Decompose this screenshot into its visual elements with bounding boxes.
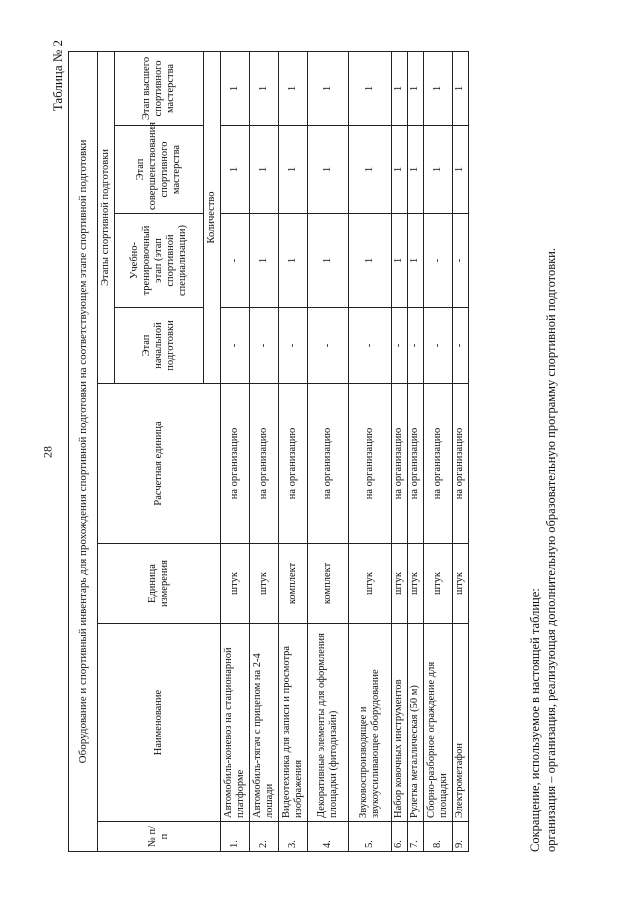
- row-num: 1.: [221, 822, 250, 852]
- row-calc-unit: на организацию: [279, 384, 308, 544]
- row-improvement: 1: [221, 126, 250, 214]
- row-highest: 1: [221, 51, 250, 125]
- table-row: [408, 51, 424, 851]
- row-training: 1: [392, 214, 408, 308]
- row-improvement: 1: [279, 126, 308, 214]
- row-training: -: [221, 214, 250, 308]
- page-number: 28: [40, 446, 55, 458]
- row-improvement: 1: [453, 126, 469, 214]
- row-highest: 1: [308, 51, 349, 125]
- row-calc-unit: на организацию: [392, 384, 408, 544]
- row-num: 9.: [453, 822, 469, 852]
- row-name: Электрометафон: [453, 624, 469, 822]
- row-training: -: [453, 214, 469, 308]
- header-quantity: Количество: [204, 51, 221, 383]
- row-unit: штук: [221, 544, 250, 624]
- row-improvement: 1: [308, 126, 349, 214]
- row-name: Автомобиль-тягач с прицепом на 2-4 лошади: [250, 624, 279, 822]
- table-row: [250, 51, 279, 851]
- row-num: 5.: [349, 822, 392, 852]
- header-name: Наименование: [98, 624, 221, 822]
- row-improvement: 1: [424, 126, 453, 214]
- table-row: [453, 51, 469, 851]
- row-unit: комплект: [308, 544, 349, 624]
- row-name: Набор ковочных инструментов: [392, 624, 408, 822]
- row-calc-unit: на организацию: [424, 384, 453, 544]
- header-stage-initial: Этап начальной подготовки: [115, 308, 204, 384]
- row-training: 1: [308, 214, 349, 308]
- row-num: 7.: [408, 822, 424, 852]
- row-training: 1: [279, 214, 308, 308]
- row-unit: штук: [424, 544, 453, 624]
- row-highest: 1: [279, 51, 308, 125]
- row-num: 4.: [308, 822, 349, 852]
- table-row: [424, 51, 453, 851]
- row-initial: -: [279, 308, 308, 384]
- row-unit: штук: [250, 544, 279, 624]
- table-row: [279, 51, 308, 851]
- equipment-table: [68, 51, 469, 852]
- table-row: [349, 51, 392, 851]
- row-name: Рулетка металлическая (50 м): [408, 624, 424, 822]
- row-initial: -: [392, 308, 408, 384]
- row-calc-unit: на организацию: [221, 384, 250, 544]
- row-initial: -: [349, 308, 392, 384]
- row-name: Звуковоспроизводящее и звукоусиливающее оборудование: [349, 624, 392, 822]
- row-initial: -: [308, 308, 349, 384]
- row-name: Видеотехника для записи и просмотра изображения: [279, 624, 308, 822]
- rotated-page: [50, 30, 590, 870]
- table-row: [308, 51, 349, 851]
- row-name: Автомобиль-коневоз на стационарной платформе: [221, 624, 250, 822]
- header-num: № п/п: [98, 822, 221, 852]
- row-num: 2.: [250, 822, 279, 852]
- row-unit: комплект: [279, 544, 308, 624]
- row-initial: -: [250, 308, 279, 384]
- row-initial: -: [453, 308, 469, 384]
- row-training: -: [424, 214, 453, 308]
- row-improvement: 1: [408, 126, 424, 214]
- header-stage-training: Учебно-тренировочный этап (этап спортивной специализации): [115, 214, 204, 308]
- header-unit: Единица измерения: [98, 544, 221, 624]
- row-initial: -: [424, 308, 453, 384]
- row-highest: 1: [392, 51, 408, 125]
- row-num: 6.: [392, 822, 408, 852]
- row-calc-unit: на организацию: [308, 384, 349, 544]
- header-stages-group: Этапы спортивной подготовки: [98, 51, 115, 383]
- row-initial: -: [408, 308, 424, 384]
- row-calc-unit: на организацию: [250, 384, 279, 544]
- row-training: 1: [349, 214, 392, 308]
- row-calc-unit: на организацию: [349, 384, 392, 544]
- row-highest: 1: [424, 51, 453, 125]
- table-title: Оборудование и спортивный инвентарь для прохождения спортивной подготовки на соответствующем этапе спортивной подготовки: [69, 51, 98, 851]
- table-caption: Таблица № 2: [50, 40, 65, 112]
- row-training: 1: [408, 214, 424, 308]
- row-name: Сборно-разборное ограждение для площадки: [424, 624, 453, 822]
- row-unit: штук: [392, 544, 408, 624]
- row-initial: -: [221, 308, 250, 384]
- footnote: [528, 42, 559, 852]
- row-unit: штук: [349, 544, 392, 624]
- row-calc-unit: на организацию: [453, 384, 469, 544]
- row-highest: 1: [453, 51, 469, 125]
- table-row: [221, 51, 250, 851]
- row-improvement: 1: [349, 126, 392, 214]
- row-calc-unit: на организацию: [408, 384, 424, 544]
- row-num: 3.: [279, 822, 308, 852]
- row-improvement: 1: [250, 126, 279, 214]
- row-highest: 1: [250, 51, 279, 125]
- row-name: Декоративные элементы для оформления площадки (фитодизайн): [308, 624, 349, 822]
- footnote-heading: Сокращение, используемое в настоящей таблице:: [528, 588, 542, 852]
- table-row: [392, 51, 408, 851]
- header-calc-unit: Расчетная единица: [98, 384, 221, 544]
- row-highest: 1: [349, 51, 392, 125]
- row-unit: штук: [408, 544, 424, 624]
- footnote-definition: организация – организация, реализующая дополнительную образовательную программу спортивной подготовки.: [543, 248, 558, 852]
- header-stage-improvement: Этап совершенствования спортивного мастерства: [115, 126, 204, 214]
- row-training: 1: [250, 214, 279, 308]
- row-improvement: 1: [392, 126, 408, 214]
- header-stage-highest: Этап высшего спортивного мастерства: [115, 51, 204, 125]
- row-num: 8.: [424, 822, 453, 852]
- row-unit: штук: [453, 544, 469, 624]
- row-highest: 1: [408, 51, 424, 125]
